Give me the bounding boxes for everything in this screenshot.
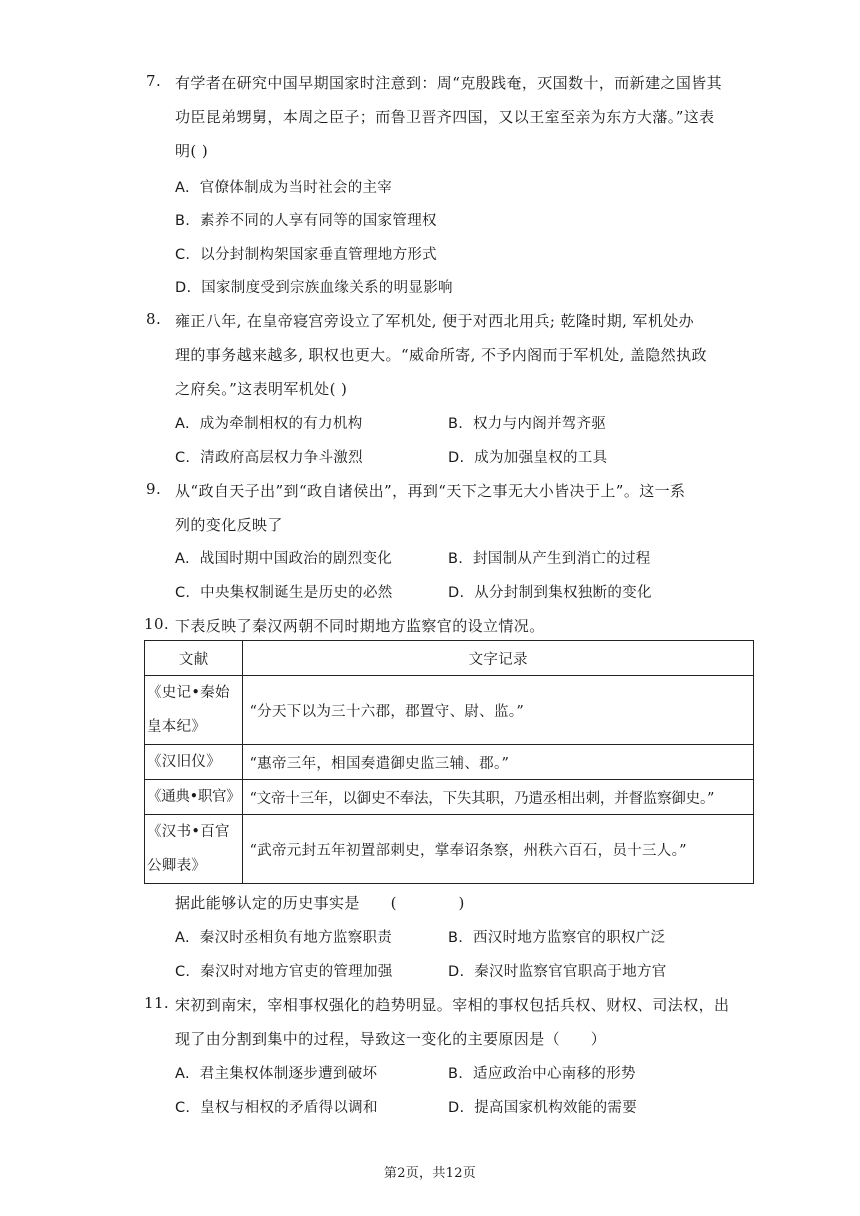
question-number: 10. [144,615,170,633]
question-stem-line: 有学者在研究中国早期国家时注意到：周“克殷践奄，灭国数十，而新建之国皆其 [175,74,723,92]
question-stem-line: 下表反映了秦汉两朝不同时期地方监察官的设立情况。 [175,617,545,635]
option-text: 从分封制到集权独断的变化 [474,585,652,601]
option-d[interactable] [448,1096,637,1117]
option-label: B. [448,551,464,567]
table-cell-source: 《汉旧仪》 [145,745,243,780]
option-text: 秦汉时丞相负有地方监察职责 [199,930,393,946]
question-number: 8. [146,310,162,328]
option-text: 成为牵制相权的有力机构 [199,416,363,432]
question-stem-line: 宋初到南宋，宰相事权强化的趋势明显。宰相的事权包括兵权、财权、司法权，出 [175,996,730,1014]
option-label: C. [175,585,191,601]
option-text: 君主集权体制逐步遭到破坏 [199,1066,378,1082]
table-cell-record: “武帝元封五年初置部刺史，掌奉诏条察，州秩六百石，员十三人。” [243,815,754,884]
option-label: A. [175,1066,190,1082]
option-text: 秦汉时对地方官吏的管理加强 [200,964,393,980]
table-header-record: 文字记录 [243,641,754,676]
option-b[interactable] [448,412,606,433]
option-label: C. [175,450,191,466]
table-cell-source [145,815,243,884]
table-cell-source [145,676,243,745]
option-text: 素养不同的人享有同等的国家管理权 [200,213,437,229]
option-text: 皇权与相权的矛盾得以调和 [200,1100,378,1116]
table-header-row [145,641,754,676]
option-label: D. [448,585,465,601]
option-a[interactable] [175,547,392,568]
option-a[interactable] [175,412,363,433]
source-line: 公卿表》 [147,858,207,874]
option-a[interactable] [175,926,392,947]
option-text: 清政府高层权力争斗激烈 [200,450,363,466]
page-footer: 第2页，共12页 [383,1166,477,1181]
option-c[interactable] [175,1096,378,1117]
source-line: 《史记•秦始 [147,685,230,701]
option-label: A. [175,930,190,946]
option-label: B. [448,1066,464,1082]
question-stem-after-table: 据此能够认定的历史事实是 ( ) [175,894,465,912]
option-label: C. [175,247,191,263]
option-label: B. [448,930,464,946]
option-label: A. [175,416,190,432]
option-label: D. [448,1100,465,1116]
records-table [144,640,754,884]
table-cell-record: “惠帝三年，相国奏遣御史监三辅、郡。” [243,745,754,780]
option-text: 封国制从产生到消亡的过程 [473,551,651,567]
option-b[interactable] [448,547,651,568]
option-label: D. [448,964,465,980]
option-label: D. [448,450,465,466]
option-c[interactable] [175,581,393,602]
option-text: 适应政治中心南移的形势 [473,1066,636,1082]
option-label: C. [175,964,191,980]
question-stem-line: 明( ) [175,142,209,160]
option-c[interactable] [175,243,437,264]
option-label: B. [448,416,464,432]
option-label: B. [175,213,191,229]
table-row [145,745,754,780]
source-line: 《汉书•百官 [147,824,230,840]
question-stem-line: 从“政自天子出”到“政自诸侯出”，再到“天下之事无大小皆决于上”。这一系 [175,482,686,500]
option-d[interactable] [448,446,607,467]
option-label: A. [175,551,190,567]
option-b[interactable] [448,1062,636,1083]
option-c[interactable] [175,446,363,467]
option-text: 提高国家机构效能的需要 [474,1100,638,1116]
option-text: 秦汉时监察官官职高于地方官 [474,964,667,980]
table-row [145,815,754,884]
table-row [145,676,754,745]
option-d[interactable] [448,581,652,602]
option-d[interactable] [175,276,453,297]
option-text: 官僚体制成为当时社会的主宰 [199,180,393,196]
option-text: 中央集权制诞生是历史的必然 [200,585,393,601]
option-label: D. [175,280,192,296]
question-stem-line: 列的变化反映了 [175,516,283,534]
option-b[interactable] [448,926,665,947]
question-number: 9. [146,480,162,498]
option-text: 战国时期中国政治的剧烈变化 [199,551,393,567]
option-text: 成为加强皇权的工具 [474,450,608,466]
question-stem-line: 现了由分割到集中的过程，导致这一变化的主要原因是（ ） [175,1030,607,1048]
option-text: 以分封制构架国家垂直管理地方形式 [200,247,437,263]
option-b[interactable] [175,209,437,230]
option-c[interactable] [175,960,393,981]
option-label: C. [175,1100,191,1116]
option-text: 权力与内阁并驾齐驱 [473,416,607,432]
option-text: 西汉时地方监察官的职权广泛 [473,930,666,946]
question-stem-line: 理的事务越来越多, 职权也更大。“威命所寄, 不予内阁而于军机处, 盖隐然执政 [175,346,707,364]
table-cell-record: “文帝十三年，以御史不奉法，下失其职，乃遣丞相出刺，并督监察御史。” [243,780,754,815]
question-stem-line: 之府矣。”这表明军机处( ) [175,380,348,398]
question-number: 7. [146,72,162,90]
question-stem-line: 功臣昆弟甥舅，本周之臣子；而鲁卫晋齐四国，又以王室至亲为东方大藩。”这表 [175,108,715,126]
option-label: A. [175,180,190,196]
table-cell-source: 《通典•职官》 [145,780,243,815]
table-row [145,780,754,815]
table-cell-record: “分天下以为三十六郡，郡置守、尉、监。” [243,676,754,745]
source-line: 皇本纪》 [147,719,207,735]
option-a[interactable] [175,176,392,197]
table-header-source: 文献 [145,641,243,676]
option-d[interactable] [448,960,667,981]
question-number: 11. [144,994,170,1012]
question-stem-line: 雍正八年, 在皇帝寝宫旁设立了军机处, 便于对西北用兵; 乾隆时期, 军机处办 [175,312,695,330]
option-a[interactable] [175,1062,377,1083]
option-text: 国家制度受到宗族血缘关系的明显影响 [201,280,453,296]
